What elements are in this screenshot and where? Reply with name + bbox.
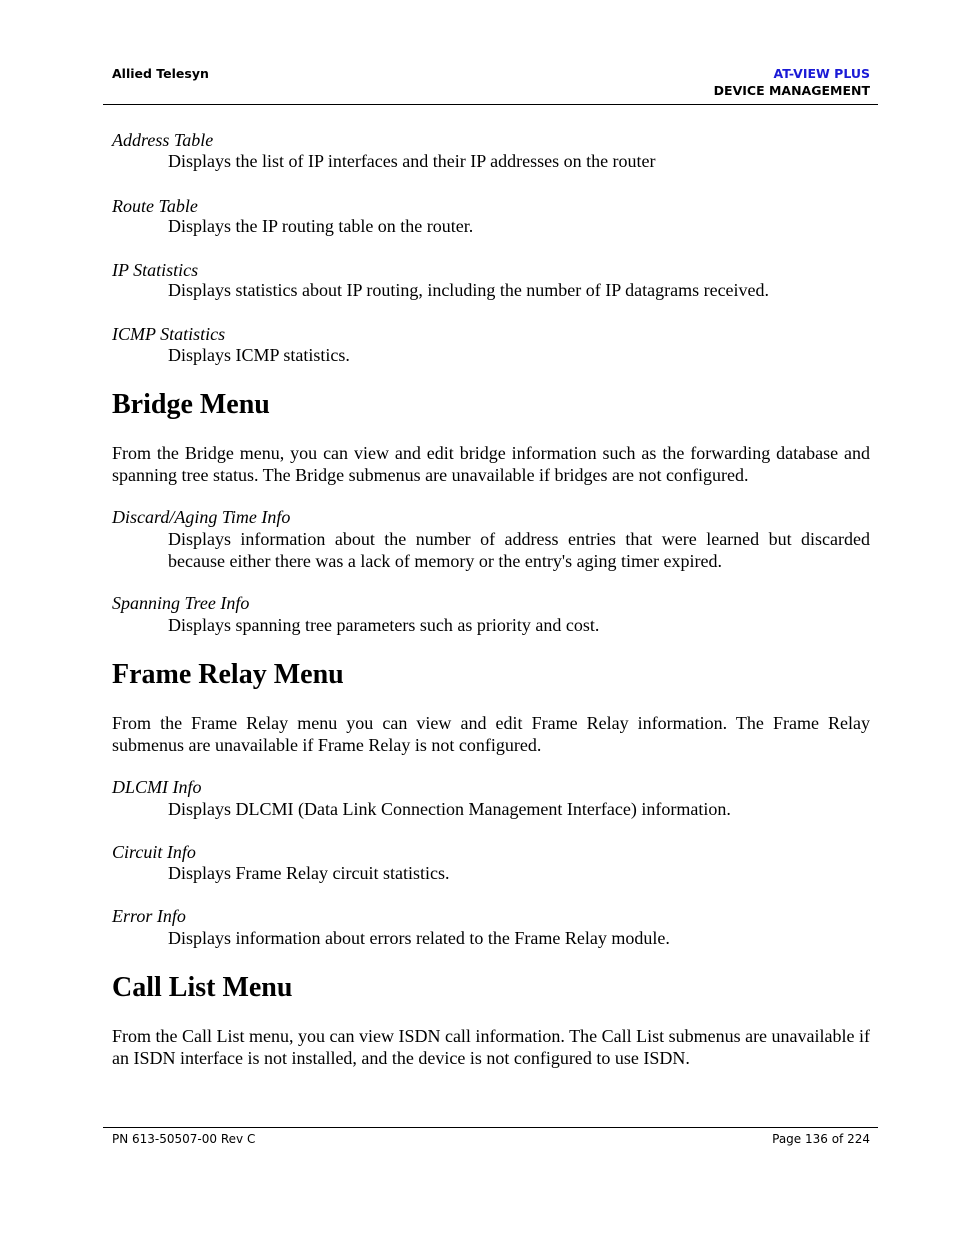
header-section: DEVICE MANAGEMENT: [713, 83, 870, 98]
heading-call-list-menu: Call List Menu: [112, 972, 293, 1003]
desc-address-table: Displays the list of IP interfaces and their IP addresses on the router: [168, 151, 656, 171]
header-product: AT-VIEW PLUS: [773, 66, 870, 81]
term-route-table: Route Table: [112, 196, 198, 216]
call-list-intro: From the Call List menu, you can view ISDN call information. The Call List submenus are unavailable if an ISDN interface is not installed, and the device is not configured to use ISDN.: [112, 1026, 871, 1068]
term-dlcmi-info: DLCMI Info: [112, 777, 202, 797]
term-circuit-info: Circuit Info: [112, 842, 196, 862]
frame-relay-intro: From the Frame Relay menu you can view and edit Frame Relay information. The Frame Relay submenus are unavailable if Frame Relay is not configured.: [112, 713, 870, 755]
desc-spanning-tree: Displays spanning tree parameters such as priority and cost.: [168, 615, 600, 635]
header-company: Allied Telesyn: [112, 66, 209, 81]
heading-frame-relay-menu: Frame Relay Menu: [112, 659, 344, 690]
desc-icmp-statistics: Displays ICMP statistics.: [168, 345, 350, 365]
desc-error-info: Displays information about errors related to the Frame Relay module.: [168, 928, 670, 948]
term-discard-aging: Discard/Aging Time Info: [112, 507, 291, 527]
desc-route-table: Displays the IP routing table on the router.: [168, 216, 474, 236]
desc-ip-statistics: Displays statistics about IP routing, including the number of IP datagrams received.: [168, 280, 770, 300]
term-spanning-tree: Spanning Tree Info: [112, 593, 250, 613]
header-divider: [103, 104, 878, 105]
bridge-intro: From the Bridge menu, you can view and edit bridge information such as the forwarding database and spanning tree status. The Bridge submenus are unavailable if bridges are not configured.: [112, 443, 870, 485]
term-ip-statistics: IP Statistics: [112, 260, 199, 280]
term-icmp-statistics: ICMP Statistics: [112, 324, 226, 344]
heading-bridge-menu: Bridge Menu: [112, 389, 270, 420]
term-error-info: Error Info: [112, 906, 186, 926]
desc-dlcmi-info: Displays DLCMI (Data Link Connection Management Interface) information.: [168, 799, 731, 819]
footer-divider: [103, 1127, 878, 1128]
desc-discard-aging: Displays information about the number of address entries that were learned but discarded because either there was a lack of memory or the entry's aging timer expired.: [168, 529, 870, 571]
term-address-table: Address Table: [112, 130, 214, 150]
footer-page-number: Page 136 of 224: [772, 1132, 870, 1146]
footer-part-number: PN 613-50507-00 Rev C: [112, 1132, 256, 1146]
desc-circuit-info: Displays Frame Relay circuit statistics.: [168, 863, 450, 883]
